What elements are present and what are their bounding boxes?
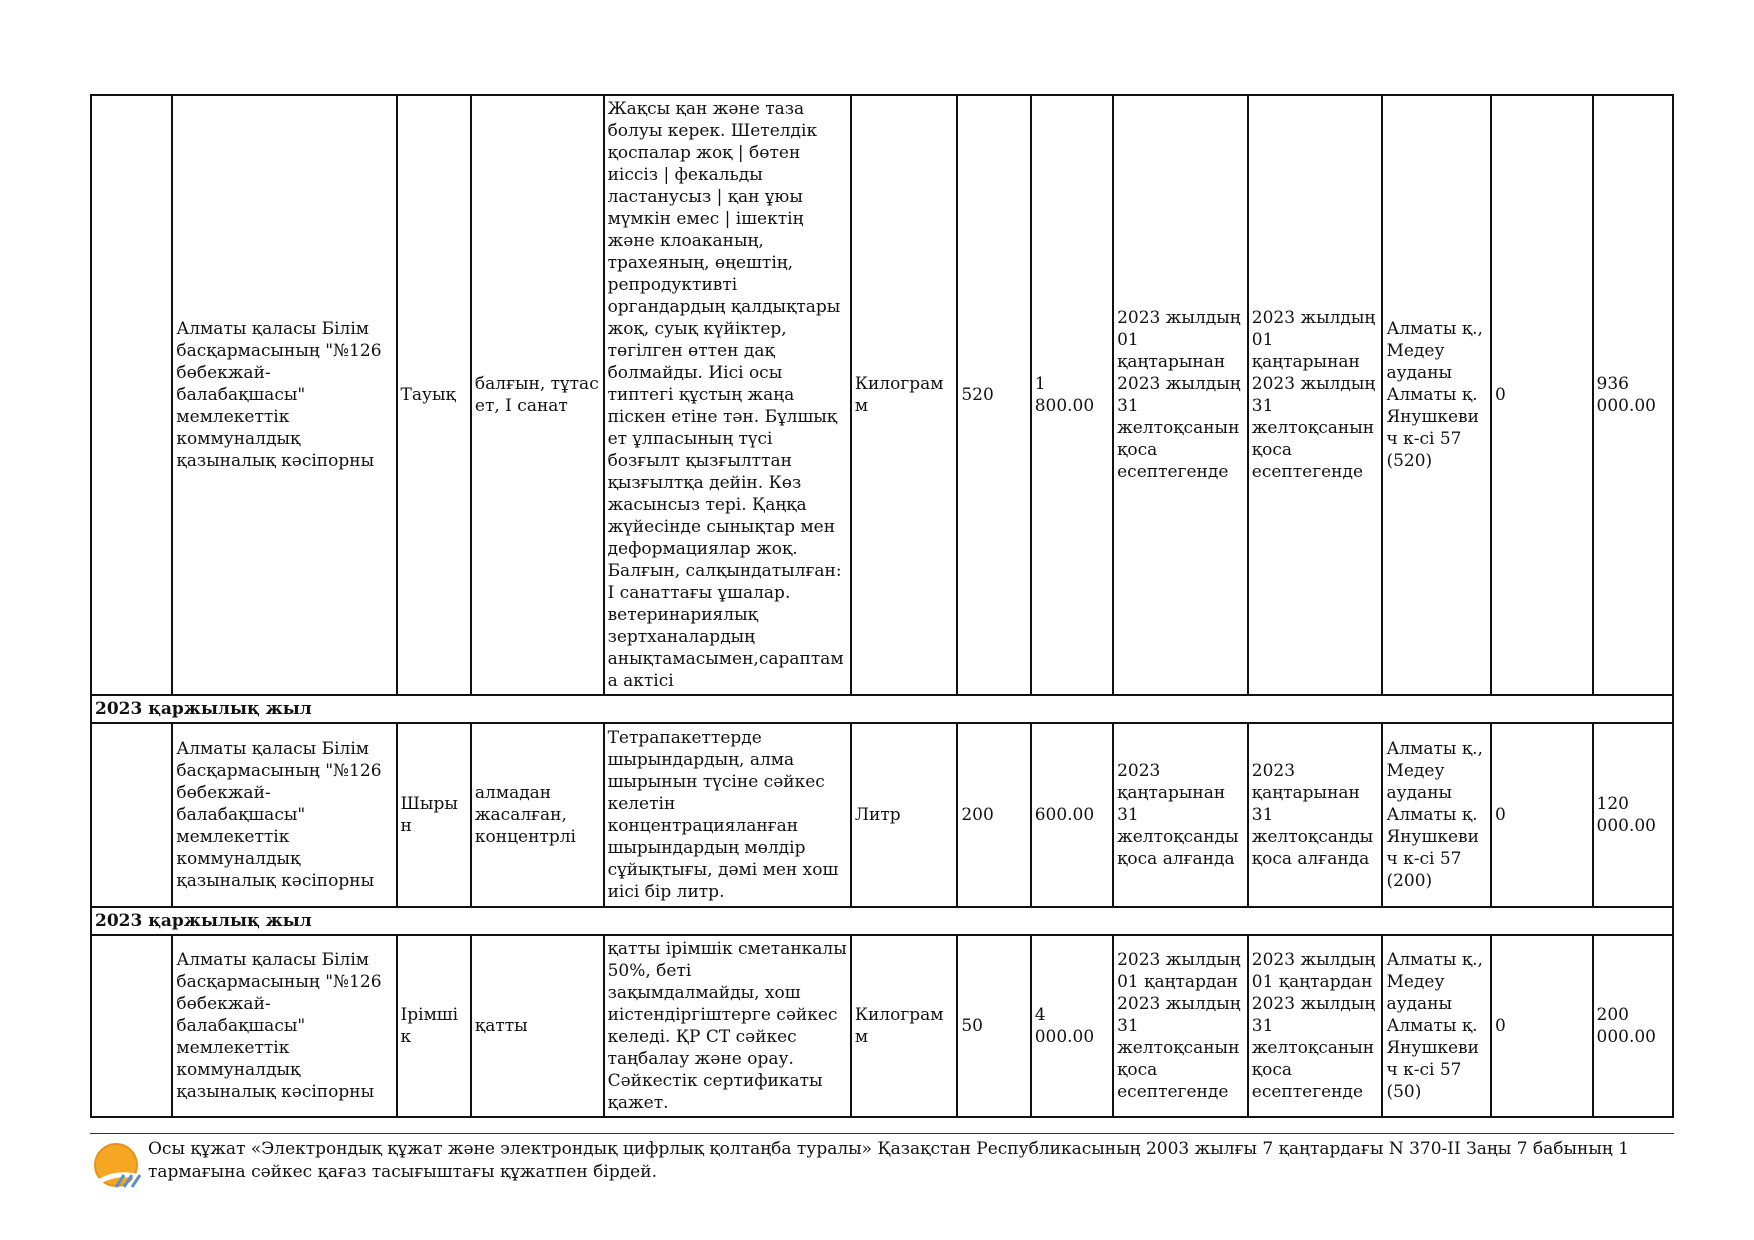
cell-contract-term: 2023 қаңтарынан 31 желтоқсанды қоса алғанда <box>1248 723 1383 907</box>
cell-specification: қатты ірімшік сметанкалы 50%, беті зақымдалмайды, хош иістендіргіштерге сәйкес келеді. ҚР СТ сәйкес таңбалау және орау. Сәйкестік сертификаты қажет. <box>604 935 851 1117</box>
table-row <box>91 723 1673 907</box>
section-row <box>91 907 1673 935</box>
legal-notice-text: Осы құжат «Электрондық құжат және электрондық цифрлық қолтаңба туралы» Қазақстан Республикасының 2003 жылғы 7 қаңтардағы N 370-II Заңы 7 бабының 1 тармағына сәйкес қағаз тасығыштағы құжатпен бірдей. <box>148 1139 1630 1182</box>
cell-advance: 0 <box>1491 723 1593 907</box>
cell-delivery-term: 2023 қаңтарынан 31 желтоқсанды қоса алғанда <box>1113 723 1248 907</box>
cell-customer: Алматы қаласы Білім басқармасының "№126 бөбекжай-балабақшасы" мемлекеттік коммуналдық қазыналық кәсіпорны <box>172 935 396 1117</box>
cell-quantity: 50 <box>957 935 1030 1117</box>
egov-logo-icon <box>94 1141 144 1191</box>
cell-unit-price: 1 800.00 <box>1031 95 1113 695</box>
cell-unit-price: 600.00 <box>1031 723 1113 907</box>
cell-short-description: қатты <box>471 935 604 1117</box>
section-row <box>91 695 1673 723</box>
cell-specification: Тетрапакеттерде шырындардың, алма шырынын түсіне сәйкес келетін концентрацияланған шырындардың мөлдір сұйықтығы, дәмі мен хош иісі бір литр. <box>604 723 851 907</box>
cell-delivery-term: 2023 жылдың 01 қаңтардан 2023 жылдың 31 желтоқсанын қоса есептегенде <box>1113 935 1248 1117</box>
section-title: 2023 қаржылық жыл <box>91 907 1673 935</box>
cell-delivery-place: Алматы қ., Медеу ауданы Алматы қ. Янушкевич к-сі 57 (200) <box>1382 723 1491 907</box>
cell-total: 936 000.00 <box>1593 95 1674 695</box>
cell-delivery-place: Алматы қ., Медеу ауданы Алматы қ. Янушкевич к-сі 57 (520) <box>1382 95 1491 695</box>
cell-delivery-place: Алматы қ., Медеу ауданы Алматы қ. Янушкевич к-сі 57 (50) <box>1382 935 1491 1117</box>
cell-delivery-term: 2023 жылдың 01 қаңтарынан 2023 жылдың 31 желтоқсанын қоса есептегенде <box>1113 95 1248 695</box>
cell-quantity: 200 <box>957 723 1030 907</box>
cell-advance: 0 <box>1491 935 1593 1117</box>
cell-item-name: Тауық <box>397 95 471 695</box>
cell-item-name: Шырын <box>397 723 471 907</box>
cell-contract-term: 2023 жылдың 01 қаңтардан 2023 жылдың 31 желтоқсанын қоса есептегенде <box>1248 935 1383 1117</box>
cell-short-description: балғын, тұтас ет, I санат <box>471 95 604 695</box>
table-row <box>91 935 1673 1117</box>
cell-unit: Килограмм <box>851 95 958 695</box>
cell-total: 200 000.00 <box>1593 935 1674 1117</box>
cell-unit: Литр <box>851 723 958 907</box>
document-footer <box>90 1133 1674 1182</box>
cell-customer: Алматы қаласы Білім басқармасының "№126 бөбекжай-балабақшасы" мемлекеттік коммуналдық қазыналық кәсіпорны <box>172 95 396 695</box>
cell-short-description: алмадан жасалған, концентрлі <box>471 723 604 907</box>
table-row <box>91 95 1673 695</box>
cell-specification: Жақсы қан және таза болуы керек. Шетелдік қоспалар жоқ | бөтен иіссіз | фекальды ластанусыз | қан ұюы мүмкін емес | ішектің және клоаканың, трахеяның, өңештің, репродуктивті органдардың қалдықтары жоқ, суық күйіктер, төгілген өттен дақ болмайды. Иісі осы типтегі құстың жаңа піскен етіне тән. Бұлшық ет ұлпасының түсі бозғылт қызғылттан қызғылтқа дейін. Көз жасынсыз тері. Қаңқа жүйесінде сынықтар мен деформациялар жоқ. Балғын, салқындатылған: I санаттағы ұшалар. ветеринариялық зертханалардың анықтамасымен,сараптама актісі <box>604 95 851 695</box>
procurement-table <box>90 94 1674 1118</box>
cell-number <box>91 723 172 907</box>
cell-number <box>91 935 172 1117</box>
cell-item-name: Ірімшік <box>397 935 471 1117</box>
cell-total: 120 000.00 <box>1593 723 1674 907</box>
cell-unit: Килограмм <box>851 935 958 1117</box>
cell-unit-price: 4 000.00 <box>1031 935 1113 1117</box>
cell-customer: Алматы қаласы Білім басқармасының "№126 бөбекжай-балабақшасы" мемлекеттік коммуналдық қазыналық кәсіпорны <box>172 723 396 907</box>
cell-contract-term: 2023 жылдың 01 қаңтарынан 2023 жылдың 31 желтоқсанын қоса есептегенде <box>1248 95 1383 695</box>
section-title: 2023 қаржылық жыл <box>91 695 1673 723</box>
cell-number <box>91 95 172 695</box>
cell-advance: 0 <box>1491 95 1593 695</box>
cell-quantity: 520 <box>957 95 1030 695</box>
